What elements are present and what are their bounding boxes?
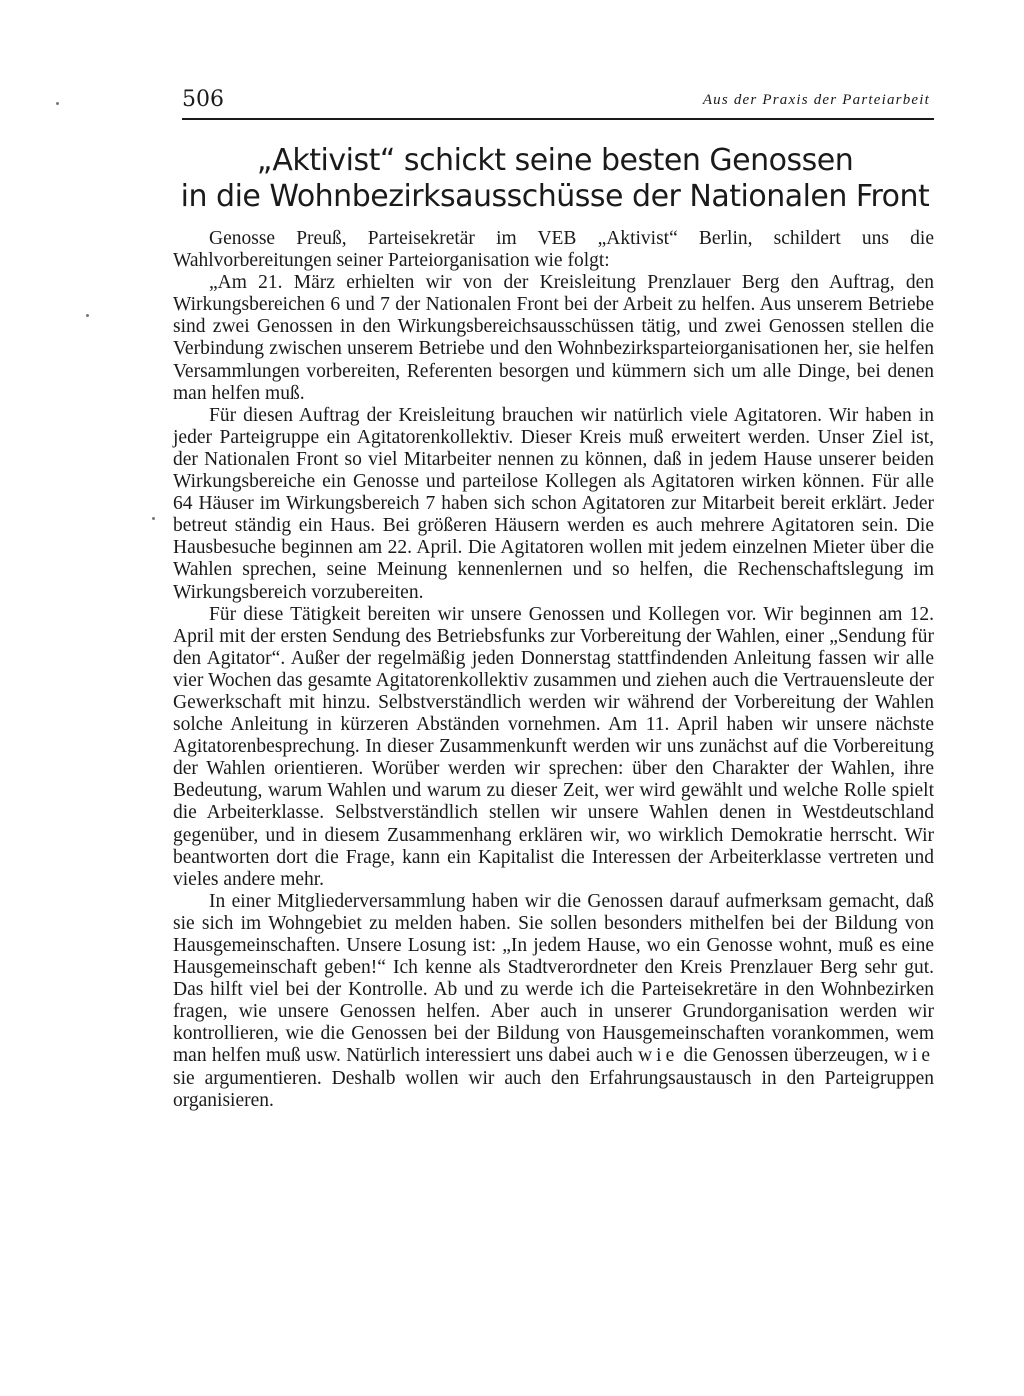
- header-rule: [182, 118, 934, 120]
- paragraph-4-text: In einer Mitgliederversammlung haben wir die Genossen darauf aufmerksam gemacht, daß sie sich im Wohngebiet zu melden haben. Sie sollen besonders mithelfen bei der Bildung von Hausgemeinschaften. Unsere Losung ist: „In jedem Hause, wo ein Genosse wohnt, muß es eine Hausgemeinschaft geben!“ Ich kenne als Stadtverordneter den Kreis Prenzlauer Berg sehr gut. Das hilft viel bei der Kontrolle. Ab und zu werde ich die Parteisekretäre in den Wohnbezirken fragen, wie unsere Genossen helfen. Aber auch in unserer Grundorganisation werden wir kontrollieren, wie die Genossen bei der Bildung von Hausgemeinschaften vorankommen, wem man helfen muß usw. Natürlich interessiert uns dabei auch: [173, 890, 934, 1067]
- paragraph-4: [173, 891, 934, 1112]
- emphasis-wie-2: wie: [893, 1045, 935, 1067]
- page-number: 506: [182, 87, 224, 112]
- paragraph-intro: Genosse Preuß, Parteisekretär im VEB „Aktivist“ Berlin, schildert uns die Wahlvorbereitungen seiner Parteiorganisation wie folgt:: [173, 228, 934, 272]
- paragraph-4-end: sie argumentieren. Deshalb wollen wir auch den Erfahrungsaustausch in den Parteigruppen organisieren.: [173, 1067, 934, 1111]
- margin-speck: [152, 517, 155, 520]
- paragraph-4-middle: die Genossen überzeugen,: [683, 1045, 889, 1067]
- emphasis-wie-1: wie: [638, 1045, 679, 1067]
- article-body: [173, 228, 934, 1112]
- article-title-line-2: in die Wohnbezirksausschüsse der Nationalen Front: [180, 179, 930, 214]
- article-title-line-1: „Aktivist“ schickt seine besten Genossen: [256, 143, 854, 178]
- paragraph-2: Für diesen Auftrag der Kreisleitung brauchen wir natürlich viele Agitatoren. Wir haben in jeder Parteigruppe ein Agitatorenkollektiv. Dieser Kreis muß erweitert werden. Unser Ziel ist, der Nationalen Front so viel Mitarbeiter nennen zu können, daß in jedem Hause unserer beiden Wirkungsbereiche ein Genosse und parteilose Kollegen als Agitatoren wirken können. Für alle 64 Häuser im Wirkungsbereich 7 haben sich schon Agitatoren zur Mitarbeit bereit erklärt. Jeder betreut ständig ein Haus. Bei größeren Häusern werden es auch mehrere Agitatoren sein. Die Hausbesuche beginnen am 22. April. Die Agitatoren wollen mit jedem einzelnen Mieter über die Wahlen sprechen, seine Meinung kennenlernen und so helfen, die Rechenschaftslegung im Wirkungsbereich vorzubereiten.: [173, 404, 934, 603]
- paragraph-3: Für diese Tätigkeit bereiten wir unsere Genossen und Kollegen vor. Wir beginnen am 12. April mit der ersten Sendung des Betriebsfunks zur Vorbereitung der Wahlen, einer „Sendung für den Agitator“. Außer der regelmäßig jeden Donnerstag stattfindenden Anleitung fassen wir alle vier Wochen das gesamte Agitatorenkollektiv zusammen und ziehen auch die Vertrauensleute der Gewerkschaft mit hinzu. Selbstverständlich werden wir während der Vorbereitung der Wahlen solche Anleitung in kürzeren Abständen vornehmen. Am 11. April haben wir unsere nächste Agitatorenbesprechung. In dieser Zusammenkunft werden wir uns zunächst auf die Vorbereitung der Wahlen orientieren. Worüber werden wir sprechen: über den Charakter der Wahlen, ihre Bedeutung, warum Wahlen und warum zu dieser Zeit, wer wird gewählt und welche Rolle spielt die Arbeiterklasse. Selbstverständlich stellen wir unsere Wahlen denen in Westdeutschland gegenüber, und in diesem Zusammenhang erklären wir, wo wirklich Demokratie herrscht. Wir beantworten dort die Frage, kann ein Kapitalist die Interessen der Arbeiterklasse vertreten und vieles andere mehr.: [173, 603, 934, 890]
- article-title: [170, 143, 940, 215]
- margin-speck: [56, 102, 59, 105]
- section-label: Aus der Praxis der Parteiarbeit: [702, 92, 930, 108]
- paragraph-1: „Am 21. März erhielten wir von der Kreisleitung Prenzlauer Berg den Auftrag, den Wirkungsbereichen 6 und 7 der Nationalen Front bei der Arbeit zu helfen. Aus unserem Betriebe sind zwei Genossen in den Wirkungsbereichsausschüssen tätig, und zwei Genossen stellen die Verbindung zwischen unserem Betriebe und den Wohnbezirksparteiorganisationen her, sie helfen Versammlungen vorbereiten, Referenten besorgen und kümmern sich um alle Dinge, bei denen man helfen muß.: [173, 272, 934, 404]
- running-head: [182, 86, 934, 120]
- margin-speck: [86, 314, 89, 317]
